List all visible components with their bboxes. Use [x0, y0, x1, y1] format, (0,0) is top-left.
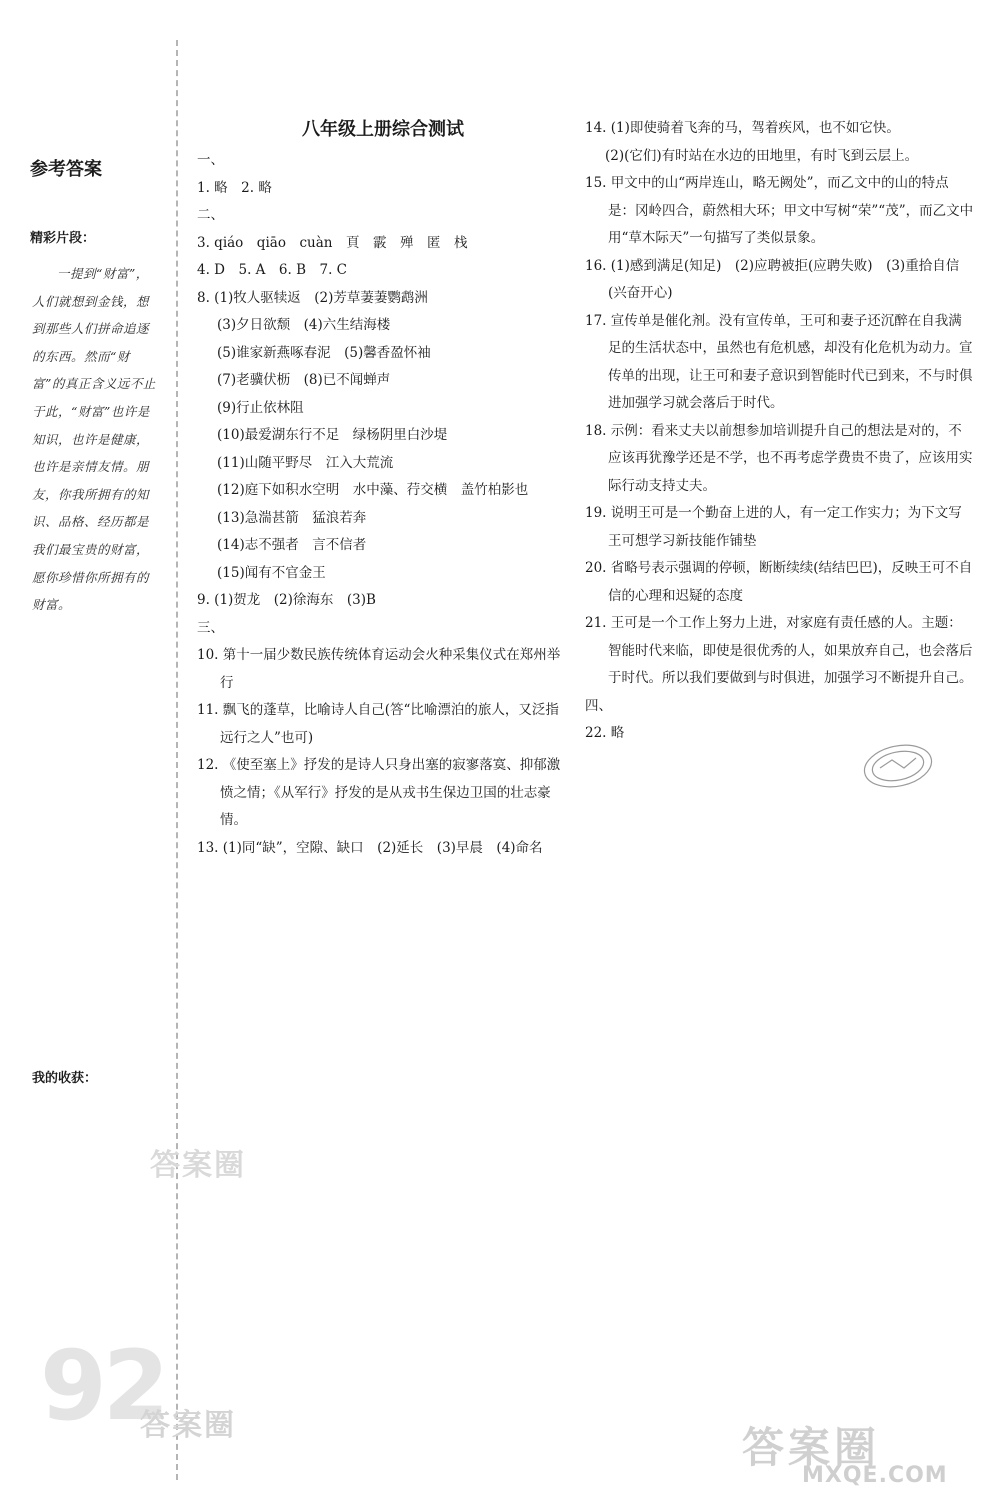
- watermark: [742, 1415, 982, 1495]
- answer-line: (10)最爱湖东行不足 绿杨阴里白沙堤: [217, 427, 448, 443]
- answer-line: 13. (1)同“缺”，空隙、缺口 (2)延长 (3)早晨 (4)命名: [197, 839, 543, 856]
- answer-line: (5)谁家新燕啄春泥 (5)馨香盈怀袖: [217, 344, 431, 361]
- answer-line: 二、: [197, 207, 224, 223]
- sidebar-section-label: 精彩片段：: [30, 231, 96, 246]
- answer-line: 4. D 5. A 6. B 7. C: [197, 262, 348, 278]
- answer-line: 18. 示例：看来丈夫以前想参加培训提升自己的想法是对的，不应该再犹豫学还是不学，也不再考虑学费贵不贵了，应该用实际行动支持丈夫。: [585, 422, 973, 494]
- answer-line: (12)庭下如积水空明 水中藻、荇交横 盖竹柏影也: [217, 482, 529, 498]
- answer-line: 1. 略 2. 略: [197, 179, 272, 196]
- answer-line: (15)闻有不官金王: [217, 564, 326, 581]
- answers-right-column: [585, 115, 975, 748]
- answer-line: 14. (1)即使骑着飞奔的马，驾着疾风，也不如它快。: [585, 120, 900, 136]
- answer-line: 20. 省略号表示强调的停顿，断断续续(结结巴巴)，反映王可不自信的心理和迟疑的态度: [585, 560, 973, 604]
- answer-line: (2)(它们)有时站在水边的田地里，有时飞到云层上。: [605, 147, 919, 164]
- answer-line: 16. (1)感到满足(知足) (2)应聘被拒(应聘失败) (3)重拾自信(兴奋开心): [585, 257, 960, 301]
- fold-line: [176, 40, 178, 1480]
- answer-line: 3. qiáo qiāo cuàn 頁 霰 殚 匿 栈: [197, 234, 468, 251]
- sidebar-essay-text: 一提到“财富”，人们就想到金钱，想到那些人们拼命追逐的东西。然而“财富”的真正含义远不止于此，“财富”也许是知识，也许是健康，也许是亲情友情。朋友，你我所拥有的知识、品格、经历都是我们最宝贵的财富，愿你珍惜你所拥有的财富。: [32, 266, 156, 613]
- answer-line: 17. 宣传单是催化剂。没有宣传单，王可和妻子还沉醉在自我满足的生活状态中，虽然也有危机感，却没有化危机为动力。宣传单的出现，让王可和妻子意识到智能时代已到来，不与时俱进加强学习就会落后于时代。: [585, 312, 973, 411]
- right-answer-list: [585, 115, 975, 748]
- answer-line: 9. (1)贺龙 (2)徐海东 (3)B: [197, 592, 376, 608]
- check-seal-icon: [858, 738, 938, 793]
- answer-line: 四、: [585, 697, 612, 714]
- faint-stamp: 答案圈: [150, 1148, 246, 1183]
- watermark-site: MXQE.COM: [802, 1463, 948, 1488]
- answer-line: 10. 第十一届少数民族传统体育运动会火种采集仪式在郑州举行: [197, 647, 561, 691]
- answer-line: 12. 《使至塞上》抒发的是诗人只身出塞的寂寥落寞、抑郁激愤之情；《从军行》抒发的是从戎书生保边卫国的壮志豪情。: [197, 757, 561, 828]
- answer-line: (7)老骥伏枥 (8)已不闻蝉声: [217, 372, 391, 388]
- left-answer-list: [197, 147, 569, 862]
- answer-line: (9)行止依林阻: [217, 399, 304, 416]
- answer-line: (11)山随平野尽 江入大荒流: [217, 454, 394, 471]
- answer-line: 三、: [197, 619, 224, 636]
- answer-line: (14)志不强者 言不信者: [217, 537, 367, 553]
- answer-line: (3)夕日欲颓 (4)六生结海楼: [217, 317, 391, 333]
- answer-line: 一、: [197, 152, 224, 168]
- answer-line: (13)急湍甚箭 猛浪若奔: [217, 509, 367, 526]
- watermark-text: 答案圈: [742, 1423, 881, 1472]
- test-title: 八年级上册综合测试: [302, 119, 464, 140]
- answer-line: 15. 甲文中的山“两岸连山，略无阙处”，而乙文中的山的特点是：冈岭四合，蔚然相大环；甲文中写树“荣”“茂”，而乙文中用“草木际天”一句描写了类似景象。: [585, 175, 974, 246]
- answer-line: 22. 略: [585, 725, 625, 741]
- footer-stamp: 答案圈: [140, 1408, 236, 1443]
- page-number: 92: [40, 1330, 166, 1442]
- answer-line: 11. 飘飞的蓬草，比喻诗人自己(答“比喻漂泊的旅人，又泛指远行之人”也可): [197, 702, 559, 746]
- sidebar: [30, 155, 165, 619]
- answer-line: 21. 王可是一个工作上努力上进，对家庭有责任感的人。主题：智能时代来临，即使是很优秀的人，如果放弃自己，也会落后于时代。所以我们要做到与时俱进，加强学习不断提升自己。: [585, 615, 973, 686]
- sidebar-title: 参考答案: [30, 159, 102, 180]
- answer-line: 19. 说明王可是一个勤奋上进的人，有一定工作实力；为下文写王可想学习新技能作铺垫: [585, 505, 962, 549]
- answer-line: 8. (1)牧人驱犊返 (2)芳草萋萋鹦鹉洲: [197, 289, 428, 306]
- answers-left-column: [197, 115, 569, 862]
- sidebar-essay: [32, 260, 157, 619]
- gain-label: 我的收获：: [32, 1071, 98, 1086]
